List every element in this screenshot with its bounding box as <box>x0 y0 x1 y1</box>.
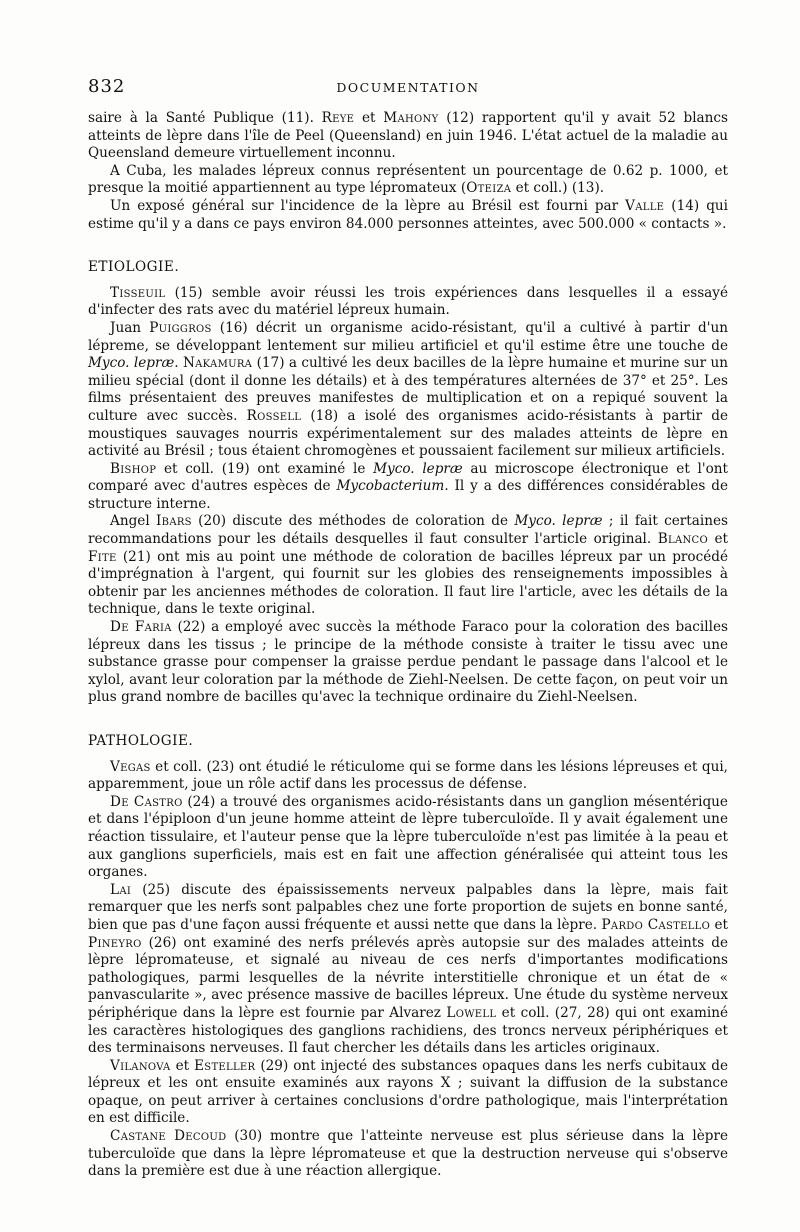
page-header <box>88 72 728 100</box>
paragraph-pathologie-1: Vegas et coll. (23) ont étudié le réticulome qui se forme dans les lésions lépreuses et qui, apparemment, joue un rôle actif dans les processus de défense. <box>88 758 728 793</box>
author-name: Vegas <box>110 758 151 775</box>
author-name: Pineyro <box>88 934 142 951</box>
paragraph-pathologie-2: De Castro (24) a trouvé des organismes acido-résistants dans un ganglion mésentérique et dans l'épiploon d'un jeune homme atteint de lèpre tuberculoïde. Il y avait également une réaction tissulaire, et l'auteur pense que la lèpre tuberculoïde n'est pas limitée à la peau et aux ganglions superficiels, mais est en fait une affection généralisée qui atteint tous les organes. <box>88 793 728 881</box>
species-name: Myco. lepræ <box>373 460 463 477</box>
author-name: Puiggros <box>149 319 212 336</box>
genus-name: Mycobacterium <box>336 478 445 495</box>
paragraph-etiologie-4: Angel Ibars (20) discute des méthodes de coloration de Myco. lepræ ; il fait certaines recommandations pour les détails desquelles il faut consulter l'article original. Blanco et Fite (21) ont mis au point une méthode de coloration de bacilles lépreux par un procédé d'imprégnation à l'argent, qui fournit sur les globies des renseignements impossibles à obtenir par les anciennes méthodes de coloration. Il faut lire l'article, avec les détails de la technique, dans le texte original. <box>88 513 728 618</box>
section-heading-etiologie: ETIOLOGIE. <box>88 259 180 276</box>
species-name: Myco. lepræ <box>88 355 175 372</box>
author-name: Castane Decoud <box>110 1128 227 1145</box>
author-name: Valle <box>625 197 665 214</box>
paragraph-etiologie-5: De Faria (22) a employé avec succès la méthode Faraco pour la coloration des bacilles lépreux dans les tissus ; le principe de la méthode consiste à traiter le tissu avec une substance grasse pour compenser la graisse perdue pendant le passage dans l'alcool et le xylol, avant leur coloration par la méthode de Ziehl-Neelsen. De cette façon, on peut voir un plus grand nombre de bacilles qu'avec la technique ordinaire du Ziehl-Neelsen. <box>88 619 728 706</box>
author-name: Rossell <box>246 407 302 424</box>
species-name: Myco. lepræ <box>514 513 603 530</box>
paragraph-etiologie-1: Tisseuil (15) semble avoir réussi les trois expériences dans lesquelles il a essayé d'infecter des rats avec du matériel lépreux humain. <box>88 284 728 319</box>
paragraph-pathologie-4: Vilanova et Esteller (29) ont injecté des substances opaques dans les nerfs cubitaux de lépreux et les ont ensuite examinés aux rayons X ; suivant la diffusion de la substance opaque, on peut arriver à certaines conclusions d'ordre pathologique, mais l'interprétation en est difficile. <box>88 1057 728 1127</box>
author-name: Oteiza <box>466 180 512 197</box>
paragraph-etiologie-2: Juan Puiggros (16) décrit un organisme acido-résistant, qu'il a cultivé à partir d'un lépreme, se développant lentement sur milieu artificiel et qu'il estime être une touche de Myco. lepræ. Nakamura (17) a cultivé les deux bacilles de la lèpre humaine et murine sur un milieu spécial (dont il donne les détails) et à des températures alternées de 37° et 25°. Les films présentaient des preuves manifestes de multiplication et on a repiqué souvent la culture avec succès. Rossell (18) a isolé des organismes acido-résistants à partir de moustiques sauvages nourris expérimentalement sur des malades atteints de lèpre en activité au Brésil ; tous étaient chromogènes et poussaient facilement sur milieux artificiels. <box>88 319 728 460</box>
author-name: De Faria <box>110 619 172 636</box>
author-name: Pardo Castello <box>601 916 711 933</box>
author-name: Lowell <box>446 1004 497 1021</box>
document-page <box>88 72 728 1181</box>
author-name: De Castro <box>110 793 183 810</box>
author-name: Nakamura <box>182 355 253 372</box>
author-name: Fite <box>88 548 117 565</box>
author-name: Esteller <box>194 1057 256 1074</box>
author-name: Mahony <box>383 110 439 126</box>
author-name: Bishop <box>110 460 157 477</box>
running-head: DOCUMENTATION <box>336 80 480 95</box>
author-name: Blanco <box>657 531 708 548</box>
paragraph-intro-1: saire à la Santé Publique (11). Reye et Mahony (12) rapportent qu'il y avait 52 blancs atteints de lèpre dans l'île de Peel (Queensland) en juin 1946. L'état actuel de la maladie au Queensland demeure virtuellement inconnu. <box>88 110 728 162</box>
author-name: Ibars <box>156 513 192 530</box>
paragraph-pathologie-3: Lai (25) discute des épaississements nerveux palpables dans la lèpre, mais fait remarquer que les nerfs sont palpables chez une forte proportion de sujets en bonne santé, bien que pas d'une façon aussi fréquente et aussi nette que dans la lèpre. Pardo Castello et Pineyro (26) ont examiné des nerfs prélevés après autopsie sur des malades atteints de lèpre lépromateuse, et signalé au niveau de ces nerfs d'importantes modifications pathologiques, parmi lesquelles de la névrite interstitielle chronique et un état de « panvascularite », avec présence massive de bacilles lépreux. Une étude du système nerveux périphérique dans la lèpre est fournie par Alvarez Lowell et coll. (27, 28) qui ont examiné les caractères histologiques des ganglions rachidiens, des troncs nerveux périphériques et des terminaisons nerveuses. Il faut chercher les détails dans les articles originaux. <box>88 881 728 1057</box>
paragraph-intro-2: A Cuba, les malades lépreux connus représentent un pourcentage de 0.62 p. 1000, et presque la moitié appartiennent au type lépromateux (Oteiza et coll.) (13). <box>88 162 728 197</box>
page-number: 832 <box>88 76 126 97</box>
paragraph-intro-3: Un exposé général sur l'incidence de la lèpre au Brésil est fourni par Valle (14) qui estime qu'il y a dans ce pays environ 84.000 personnes atteintes, avec 500.000 « contacts ». <box>88 197 728 232</box>
paragraph-pathologie-5: Castane Decoud (30) montre que l'atteinte nerveuse est plus sérieuse dans la lèpre tuberculoïde que dans la lèpre lépromateuse et que la destruction nerveuse qui s'observe dans la première est due à une réaction allergique. <box>88 1128 728 1180</box>
author-name: Tisseuil <box>110 284 166 301</box>
paragraph-etiologie-3: Bishop et coll. (19) ont examiné le Myco. lepræ au microscope électronique et l'ont comparé avec d'autres espèces de Mycobacterium. Il y a des différences considérables de structure interne. <box>88 460 729 512</box>
author-name: Reye <box>321 110 355 126</box>
author-name: Lai <box>110 881 132 898</box>
author-name: Vilanova <box>110 1057 171 1074</box>
section-heading-pathologie: PATHOLOGIE. <box>88 733 194 749</box>
